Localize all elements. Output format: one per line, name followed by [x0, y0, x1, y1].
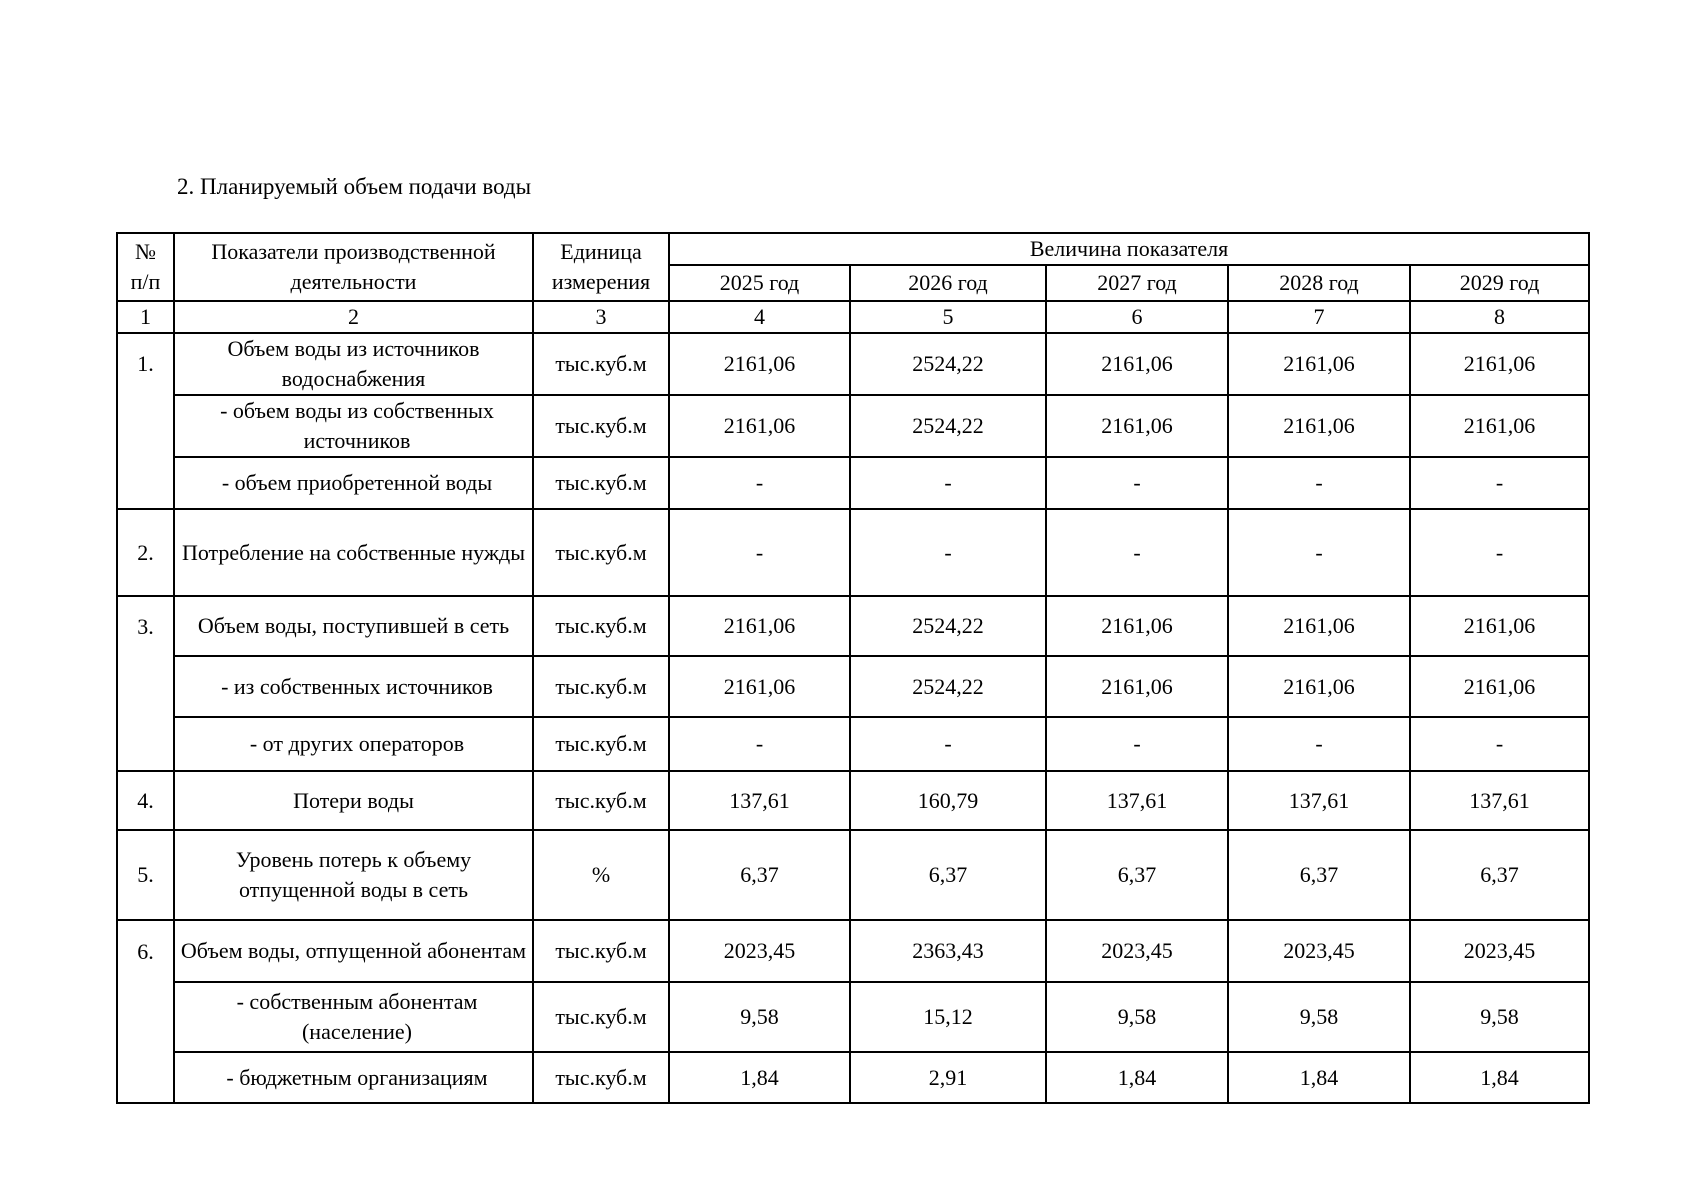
row-value: 2161,06: [1228, 596, 1410, 656]
row-value: 2161,06: [669, 656, 850, 717]
row-unit: тыс.куб.м: [533, 982, 669, 1052]
header-year: 2027 год: [1046, 265, 1228, 301]
table-row: [117, 457, 1589, 509]
row-label: - из собственных источников: [174, 656, 533, 717]
row-value: -: [1228, 717, 1410, 771]
row-value: 1,84: [1046, 1052, 1228, 1103]
row-label: Объем воды, поступившей в сеть: [174, 596, 533, 656]
row-value: 6,37: [669, 830, 850, 920]
header-year: 2028 год: [1228, 265, 1410, 301]
header-year: 2025 год: [669, 265, 850, 301]
row-value: 2,91: [850, 1052, 1046, 1103]
row-value: 6,37: [1046, 830, 1228, 920]
row-value: 15,12: [850, 982, 1046, 1052]
table-row: [117, 717, 1589, 771]
row-unit: тыс.куб.м: [533, 717, 669, 771]
row-label: Объем воды из источников водоснабжения: [174, 333, 533, 395]
row-value: 2524,22: [850, 656, 1046, 717]
row-number: 2.: [117, 509, 174, 596]
header-row-1: [117, 233, 1589, 265]
row-value: -: [669, 457, 850, 509]
row-label: - бюджетным организациям: [174, 1052, 533, 1103]
row-value: -: [1410, 457, 1589, 509]
row-number: 6.: [117, 920, 174, 1103]
header-unit: Единица измерения: [533, 233, 669, 301]
row-value: 2161,06: [1046, 395, 1228, 457]
row-value: 2023,45: [1410, 920, 1589, 982]
row-value: 2161,06: [1046, 656, 1228, 717]
row-label: - объем воды из собственных источников: [174, 395, 533, 457]
row-value: 2524,22: [850, 596, 1046, 656]
row-unit: %: [533, 830, 669, 920]
col-number: 5: [850, 301, 1046, 333]
row-value: 2161,06: [1228, 333, 1410, 395]
row-value: 6,37: [850, 830, 1046, 920]
row-value: 9,58: [1228, 982, 1410, 1052]
row-label: - объем приобретенной воды: [174, 457, 533, 509]
row-value: 2161,06: [1046, 333, 1228, 395]
row-value: 1,84: [1228, 1052, 1410, 1103]
col-number: 4: [669, 301, 850, 333]
row-value: 137,61: [1410, 771, 1589, 830]
row-value: -: [1046, 717, 1228, 771]
row-unit: тыс.куб.м: [533, 395, 669, 457]
row-value: 137,61: [1046, 771, 1228, 830]
row-value: 2161,06: [669, 596, 850, 656]
row-number: 4.: [117, 771, 174, 830]
table-row: [117, 656, 1589, 717]
row-value: 2161,06: [1410, 656, 1589, 717]
row-unit: тыс.куб.м: [533, 1052, 669, 1103]
row-unit: тыс.куб.м: [533, 920, 669, 982]
row-label: - собственным абонентам (население): [174, 982, 533, 1052]
table-row: [117, 333, 1589, 395]
row-value: -: [1046, 509, 1228, 596]
row-unit: тыс.куб.м: [533, 333, 669, 395]
row-unit: тыс.куб.м: [533, 596, 669, 656]
header-value-group: Величина показателя: [669, 233, 1589, 265]
row-value: 137,61: [1228, 771, 1410, 830]
row-value: 2161,06: [1046, 596, 1228, 656]
row-number: 3.: [117, 596, 174, 771]
table-row: [117, 395, 1589, 457]
row-label: - от других операторов: [174, 717, 533, 771]
row-value: 2363,43: [850, 920, 1046, 982]
col-number: 8: [1410, 301, 1589, 333]
row-unit: тыс.куб.м: [533, 509, 669, 596]
table-row: [117, 1052, 1589, 1103]
row-value: -: [1228, 509, 1410, 596]
col-number: 7: [1228, 301, 1410, 333]
header-year: 2029 год: [1410, 265, 1589, 301]
col-number: 2: [174, 301, 533, 333]
row-unit: тыс.куб.м: [533, 656, 669, 717]
header-indicator: Показатели производственной деятельности: [174, 233, 533, 301]
table-row: [117, 920, 1589, 982]
row-value: -: [1410, 509, 1589, 596]
row-value: -: [1046, 457, 1228, 509]
row-value: 2161,06: [1228, 395, 1410, 457]
row-value: 2161,06: [669, 395, 850, 457]
header-year: 2026 год: [850, 265, 1046, 301]
row-value: 2161,06: [1228, 656, 1410, 717]
row-value: 6,37: [1410, 830, 1589, 920]
table-row: [117, 771, 1589, 830]
row-value: 6,37: [1228, 830, 1410, 920]
row-value: 2161,06: [1410, 395, 1589, 457]
row-number: 5.: [117, 830, 174, 920]
row-label: Уровень потерь к объему отпущенной воды в сеть: [174, 830, 533, 920]
row-value: 2023,45: [1228, 920, 1410, 982]
row-value: -: [669, 717, 850, 771]
table-row: [117, 982, 1589, 1052]
table-row: [117, 596, 1589, 656]
row-value: 2161,06: [1410, 333, 1589, 395]
row-value: 1,84: [669, 1052, 850, 1103]
row-value: 137,61: [669, 771, 850, 830]
row-unit: тыс.куб.м: [533, 771, 669, 830]
row-value: 2524,22: [850, 395, 1046, 457]
row-value: -: [850, 717, 1046, 771]
row-value: -: [669, 509, 850, 596]
row-value: -: [850, 457, 1046, 509]
row-value: 160,79: [850, 771, 1046, 830]
col-number: 6: [1046, 301, 1228, 333]
row-value: 2023,45: [1046, 920, 1228, 982]
row-value: 2023,45: [669, 920, 850, 982]
row-value: 9,58: [669, 982, 850, 1052]
row-label: Объем воды, отпущенной абонентам: [174, 920, 533, 982]
row-unit: тыс.куб.м: [533, 457, 669, 509]
col-number: 3: [533, 301, 669, 333]
row-label: Потребление на собственные нужды: [174, 509, 533, 596]
header-no: № п/п: [117, 233, 174, 301]
row-value: 2161,06: [1410, 596, 1589, 656]
row-value: -: [850, 509, 1046, 596]
row-value: 9,58: [1410, 982, 1589, 1052]
row-value: 2161,06: [669, 333, 850, 395]
row-value: -: [1410, 717, 1589, 771]
header-row-col-numbers: [117, 301, 1589, 333]
row-label: Потери воды: [174, 771, 533, 830]
document-title: 2. Планируемый объем подачи воды: [177, 174, 532, 199]
row-value: 2524,22: [850, 333, 1046, 395]
water-supply-table: [116, 232, 1590, 1104]
row-value: 9,58: [1046, 982, 1228, 1052]
row-number: 1.: [117, 333, 174, 509]
row-value: -: [1228, 457, 1410, 509]
table-row: [117, 830, 1589, 920]
table-row: [117, 509, 1589, 596]
row-value: 1,84: [1410, 1052, 1589, 1103]
col-number: 1: [117, 301, 174, 333]
